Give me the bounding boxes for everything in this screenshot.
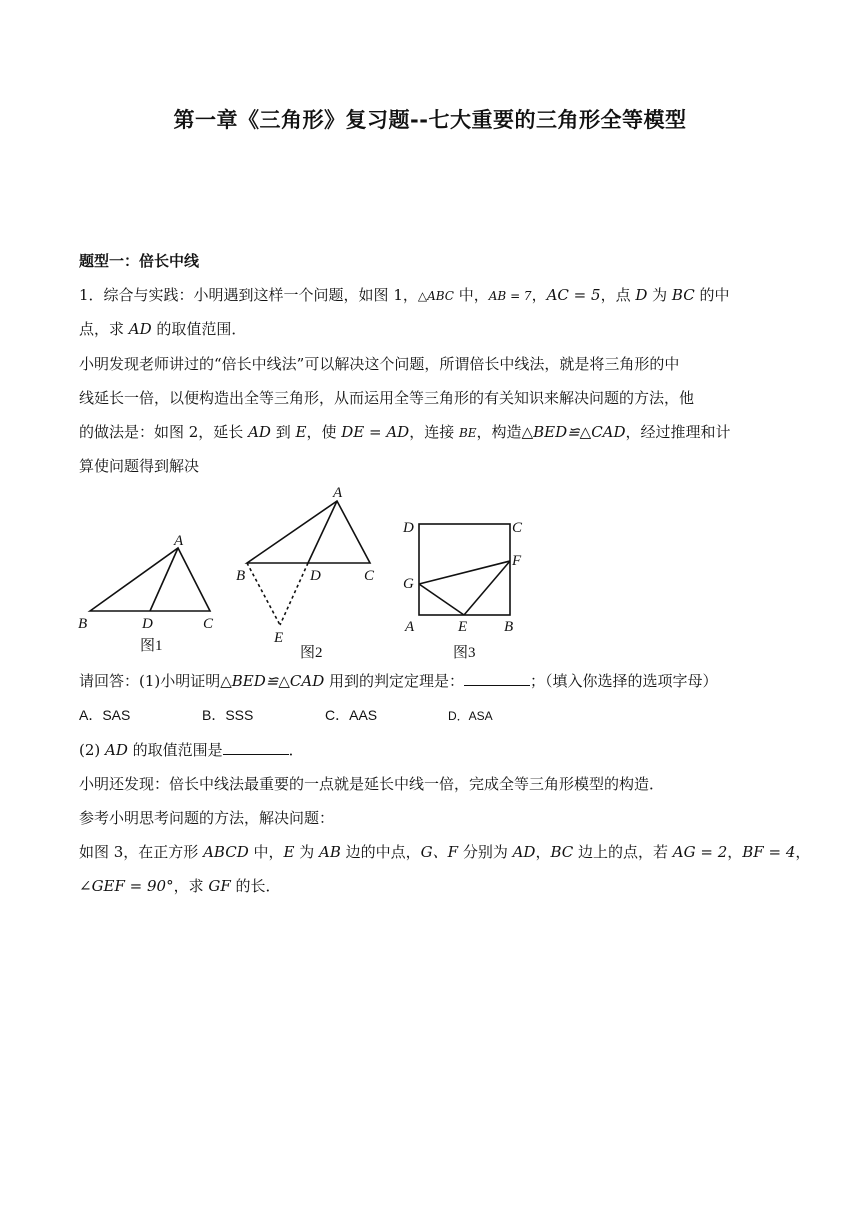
fig3-label-c: C <box>512 520 523 536</box>
math: AD <box>248 423 271 441</box>
fig3-label-e: E <box>458 619 468 635</box>
answer-blank-2 <box>223 740 289 755</box>
math: △ABC <box>417 289 454 303</box>
math: AB <box>319 843 341 861</box>
fig3-caption: 图3 <box>453 645 476 661</box>
text: 的长． <box>230 877 281 895</box>
fig3-label-a: A <box>405 619 415 635</box>
text: ，经过推理和计 <box>625 423 731 441</box>
question-2 <box>79 740 784 760</box>
math: BF = 4 <box>742 843 796 861</box>
text: 分别为 <box>458 843 513 861</box>
problem-line-1 <box>79 842 811 862</box>
math: DE = AD <box>341 423 410 441</box>
text: ． <box>288 741 304 759</box>
text: 点，求 <box>79 320 129 338</box>
fig2-caption: 图2 <box>300 645 323 661</box>
text: ， <box>795 843 811 861</box>
text: ， <box>535 843 551 861</box>
text: ，点 <box>600 286 636 304</box>
text: 如图 3，在正方形 <box>79 843 204 861</box>
text: ，构造 <box>476 423 522 441</box>
note-line-2: 参考小明思考问题的方法，解决问题： <box>79 809 335 827</box>
text: 为 <box>294 843 320 861</box>
text: ；（填入你选择的选项字母） <box>530 672 718 690</box>
math: E <box>295 423 307 441</box>
math: △BED≌△CAD <box>521 423 626 441</box>
text: ，使 <box>306 423 342 441</box>
text: ，连接 <box>409 423 459 441</box>
math: E <box>283 843 295 861</box>
math: △BED≌△CAD <box>220 672 325 690</box>
fig1-triangle <box>90 548 210 611</box>
text: (2) <box>79 741 106 759</box>
math: AG = 2 <box>672 843 728 861</box>
text: 请回答：(1)小明证明 <box>79 672 221 690</box>
fig1-label-c: C <box>203 616 214 632</box>
q1-line-1 <box>79 285 784 306</box>
text: 的取值范围是 <box>127 741 223 759</box>
text: 用到的判定定理是： <box>324 672 465 690</box>
math: AD <box>105 741 128 759</box>
fig2-label-a: A <box>333 485 343 501</box>
figure-1 <box>90 548 210 611</box>
text: 到 <box>270 423 296 441</box>
math: ∠GEF = 90° <box>79 877 174 895</box>
math: ABCD <box>203 843 249 861</box>
page-title: 第一章《三角形》复习题--七大重要的三角形全等模型 <box>173 108 687 132</box>
text: 边上的点，若 <box>573 843 673 861</box>
option-b: B．SSS <box>202 707 254 723</box>
math: D <box>635 286 648 304</box>
question-1 <box>79 671 784 691</box>
option-d: D．ASA <box>448 709 493 723</box>
math: BC <box>671 286 695 304</box>
fig3-label-b: B <box>504 619 514 635</box>
fig3-square <box>419 524 510 615</box>
answer-blank-1 <box>464 671 530 686</box>
section-heading: 题型一：倍长中线 <box>79 252 200 270</box>
figure-3 <box>419 524 510 615</box>
text: 的做法是：如图 2，延长 <box>79 423 249 441</box>
fig3-label-d: D <box>403 520 414 536</box>
math: BE <box>458 426 477 440</box>
text: ， <box>531 286 547 304</box>
math: AB = 7 <box>488 289 532 303</box>
math: AD <box>512 843 536 861</box>
fig2-label-e: E <box>274 630 284 646</box>
math: AD <box>128 320 152 338</box>
fig2-label-b: B <box>236 568 246 584</box>
fig3-label-g: G <box>403 576 414 592</box>
math: GF <box>208 877 231 895</box>
options-row <box>79 705 784 726</box>
text: 的取值范围． <box>151 320 247 338</box>
text: 中， <box>248 843 284 861</box>
fig1-label-a: A <box>174 533 184 549</box>
fig1-caption: 图1 <box>140 638 163 654</box>
q1-line-2 <box>79 319 784 339</box>
note-line-1: 小明还发现：倍长中线法最重要的一点就是延长中线一倍，完成全等三角形模型的构造． <box>79 775 665 793</box>
fig2-dashed-de <box>280 563 308 625</box>
math: AC = 5 <box>546 286 601 304</box>
q1-line-6: 算使问题得到解决 <box>79 457 200 475</box>
q1-line-4: 线延长一倍，以便构造出全等三角形，从而运用全等三角形的有关知识来解决问题的方法，他 <box>79 389 695 407</box>
fig2-label-c: C <box>364 568 375 584</box>
fig2-label-d: D <box>310 568 321 584</box>
q1-line-5 <box>79 422 784 443</box>
fig1-label-b: B <box>78 616 88 632</box>
figure-2 <box>247 501 370 625</box>
fig3-label-f: F <box>512 553 522 569</box>
text: 边的中点， <box>340 843 421 861</box>
math: G、F <box>420 843 459 861</box>
text: 1．综合与实践：小明遇到这样一个问题，如图 1， <box>79 286 418 304</box>
option-a: A．SAS <box>79 707 131 723</box>
problem-line-2 <box>79 876 784 896</box>
figures <box>70 478 540 663</box>
fig3-ge <box>419 584 464 615</box>
option-c: C．AAS <box>325 707 378 723</box>
fig2-triangle <box>247 501 370 563</box>
text: 为 <box>647 286 672 304</box>
q1-line-3: 小明发现老师讲过的“倍长中线法”可以解决这个问题，所谓倍长中线法，就是将三角形的中 <box>79 355 680 373</box>
math: BC <box>550 843 574 861</box>
fig2-dashed-be <box>247 563 280 625</box>
fig3-gf <box>419 561 510 584</box>
text: 中， <box>453 286 489 304</box>
fig1-label-d: D <box>142 616 153 632</box>
text: 的中 <box>694 286 730 304</box>
text: ，求 <box>173 877 209 895</box>
fig3-ef <box>464 561 510 615</box>
text: ， <box>727 843 743 861</box>
